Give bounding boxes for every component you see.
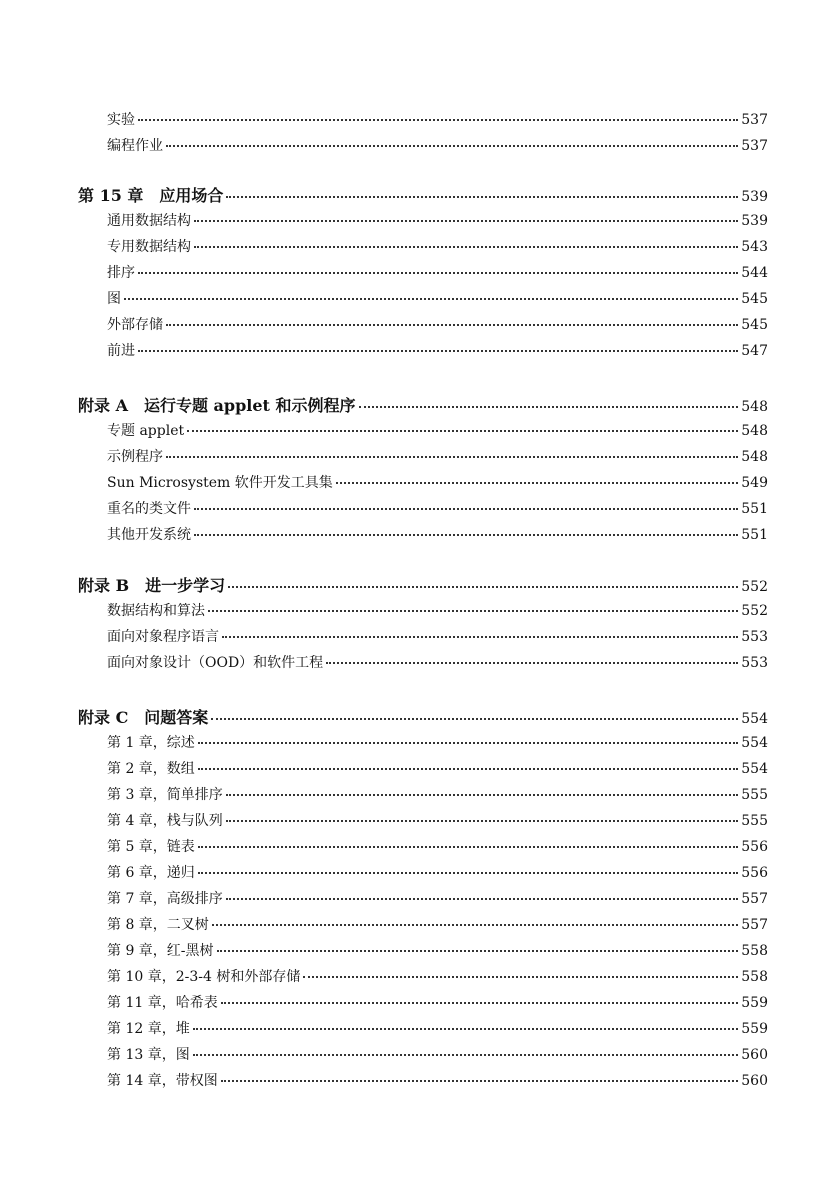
toc-entry <box>107 809 768 830</box>
toc-entry-title: 第 9 章，红-黑树 <box>107 943 214 959</box>
dot-leader <box>336 468 739 484</box>
dot-leader <box>221 988 739 1004</box>
toc-entry-title: 重名的类文件 <box>107 501 191 517</box>
toc-page-number: 556 <box>741 865 768 881</box>
toc-chapter-entry <box>78 183 768 206</box>
toc-entry-title: Sun Microsystem 软件开发工具集 <box>107 475 333 491</box>
toc-entry <box>107 651 768 672</box>
toc-page-number: 545 <box>741 291 768 307</box>
toc-page-number: 560 <box>741 1047 768 1063</box>
toc-entry <box>107 287 768 308</box>
dot-leader <box>193 1014 739 1030</box>
toc-entry <box>107 313 768 334</box>
toc-page-number: 554 <box>741 735 768 751</box>
dot-leader <box>198 754 738 770</box>
toc-entry <box>107 965 768 986</box>
toc-entry-title: 第 3 章，简单排序 <box>107 787 223 803</box>
toc-entry-title: 附录 A 运行专题 applet 和示例程序 <box>78 396 356 415</box>
dot-leader <box>217 936 739 952</box>
toc-entry-title: 第 11 章，哈希表 <box>107 995 218 1011</box>
dot-leader <box>138 105 738 121</box>
toc-entry-title: 示例程序 <box>107 449 163 465</box>
toc-entry-title: 第 15 章 应用场合 <box>78 186 224 205</box>
dot-leader <box>226 180 738 198</box>
dot-leader <box>198 858 738 874</box>
dot-leader <box>226 806 738 822</box>
toc-page-number: 558 <box>741 969 768 985</box>
toc-entry <box>107 599 768 620</box>
toc-page-number: 555 <box>741 787 768 803</box>
dot-leader <box>212 910 738 926</box>
toc-page-number: 555 <box>741 813 768 829</box>
toc-entry <box>107 497 768 518</box>
toc-page-number: 549 <box>741 475 768 491</box>
dot-leader <box>166 131 738 147</box>
toc-entry-title: 图 <box>107 291 121 307</box>
toc-page-number: 553 <box>741 629 768 645</box>
toc-entry-title: 第 10 章，2-3-4 树和外部存储 <box>107 969 301 985</box>
toc-entry <box>107 471 768 492</box>
toc-entry-title: 附录 B 进一步学习 <box>78 576 226 595</box>
toc-entry <box>107 835 768 856</box>
dot-leader <box>194 206 738 222</box>
dot-leader <box>221 1066 739 1082</box>
toc-page-number: 557 <box>741 917 768 933</box>
toc-entry-title: 数据结构和算法 <box>107 603 205 619</box>
toc-page-number: 552 <box>741 579 768 595</box>
dot-leader <box>166 310 738 326</box>
toc-page-number: 560 <box>741 1073 768 1089</box>
toc-page-number: 559 <box>741 1021 768 1037</box>
toc-entry <box>107 419 768 440</box>
toc-entry-title: 第 13 章，图 <box>107 1047 190 1063</box>
dot-leader <box>166 442 738 458</box>
toc-entry-title: 第 14 章，带权图 <box>107 1073 218 1089</box>
toc-entry-title: 通用数据结构 <box>107 213 191 229</box>
dot-leader <box>222 622 738 638</box>
dot-leader <box>198 832 738 848</box>
toc-entry-title: 专题 applet <box>107 423 185 439</box>
toc-page-number: 557 <box>741 891 768 907</box>
toc-entry <box>107 134 768 155</box>
dot-leader <box>303 962 738 978</box>
toc-page-number: 543 <box>741 239 768 255</box>
toc-entry <box>107 209 768 230</box>
dot-leader <box>194 520 738 536</box>
toc-chapter-entry <box>78 573 768 596</box>
dot-leader <box>194 232 738 248</box>
toc-page-number: 544 <box>741 265 768 281</box>
dot-leader <box>359 390 739 408</box>
toc-entry <box>107 991 768 1012</box>
toc-entry <box>107 445 768 466</box>
toc-page-number: 539 <box>741 213 768 229</box>
toc-entry-title: 第 2 章，数组 <box>107 761 195 777</box>
toc-entry <box>107 861 768 882</box>
dot-leader <box>124 284 738 300</box>
toc-page-number: 553 <box>741 655 768 671</box>
toc-entry-title: 第 5 章，链表 <box>107 839 195 855</box>
dot-leader <box>194 494 738 510</box>
toc-entry <box>107 1043 768 1064</box>
toc-page-number: 547 <box>741 343 768 359</box>
toc-page-number: 537 <box>741 112 768 128</box>
toc-page-number: 548 <box>741 449 768 465</box>
toc-page-number: 551 <box>741 527 768 543</box>
toc-chapter-entry <box>78 393 768 416</box>
toc-entry-title: 专用数据结构 <box>107 239 191 255</box>
toc-entry-title: 第 1 章，综述 <box>107 735 195 751</box>
toc-entry-title: 附录 C 问题答案 <box>78 708 209 727</box>
toc-entry <box>107 523 768 544</box>
dot-leader <box>138 336 738 352</box>
toc-entry <box>107 339 768 360</box>
dot-leader <box>211 702 738 720</box>
toc-entry <box>107 625 768 646</box>
toc-page-number: 545 <box>741 317 768 333</box>
toc-page-number: 548 <box>741 423 768 439</box>
toc-page-number: 558 <box>741 943 768 959</box>
toc-entry-title: 第 12 章，堆 <box>107 1021 190 1037</box>
dot-leader <box>198 728 738 744</box>
dot-leader <box>226 884 738 900</box>
toc-page-number: 539 <box>741 189 768 205</box>
dot-leader <box>208 596 738 612</box>
toc-page-number: 554 <box>741 761 768 777</box>
toc-page-number: 551 <box>741 501 768 517</box>
toc-entry-title: 面向对象设计（OOD）和软件工程 <box>107 655 324 671</box>
toc-chapter-entry <box>78 705 768 728</box>
toc-entry <box>107 939 768 960</box>
toc-page-number: 552 <box>741 603 768 619</box>
toc-entry <box>107 913 768 934</box>
dot-leader <box>326 648 738 664</box>
toc-entry-title: 实验 <box>107 112 135 128</box>
toc-entry-title: 其他开发系统 <box>107 527 191 543</box>
toc-entry-title: 排序 <box>107 265 135 281</box>
toc-entry <box>107 1069 768 1090</box>
toc-page-number: 559 <box>741 995 768 1011</box>
toc-entry <box>107 1017 768 1038</box>
toc-entry <box>107 108 768 129</box>
dot-leader <box>187 416 738 432</box>
toc-entry-title: 编程作业 <box>107 138 163 154</box>
dot-leader <box>226 780 738 796</box>
toc-entry-title: 第 4 章，栈与队列 <box>107 813 223 829</box>
toc-entry <box>107 887 768 908</box>
toc-page-number: 556 <box>741 839 768 855</box>
toc-entry-title: 第 6 章，递归 <box>107 865 195 881</box>
toc-entry <box>107 783 768 804</box>
toc-entry <box>107 261 768 282</box>
toc-entry-title: 外部存储 <box>107 317 163 333</box>
toc-page-number: 554 <box>741 711 768 727</box>
toc-entry <box>107 757 768 778</box>
toc-entry-title: 第 8 章，二叉树 <box>107 917 209 933</box>
dot-leader <box>193 1040 739 1056</box>
toc-page-number: 548 <box>741 399 768 415</box>
toc-entry <box>107 731 768 752</box>
dot-leader <box>138 258 738 274</box>
toc-entry-title: 第 7 章，高级排序 <box>107 891 223 907</box>
toc-entry-title: 面向对象程序语言 <box>107 629 219 645</box>
dot-leader <box>228 570 738 588</box>
toc-entry-title: 前进 <box>107 343 135 359</box>
toc-entry <box>107 235 768 256</box>
toc-page-number: 537 <box>741 138 768 154</box>
